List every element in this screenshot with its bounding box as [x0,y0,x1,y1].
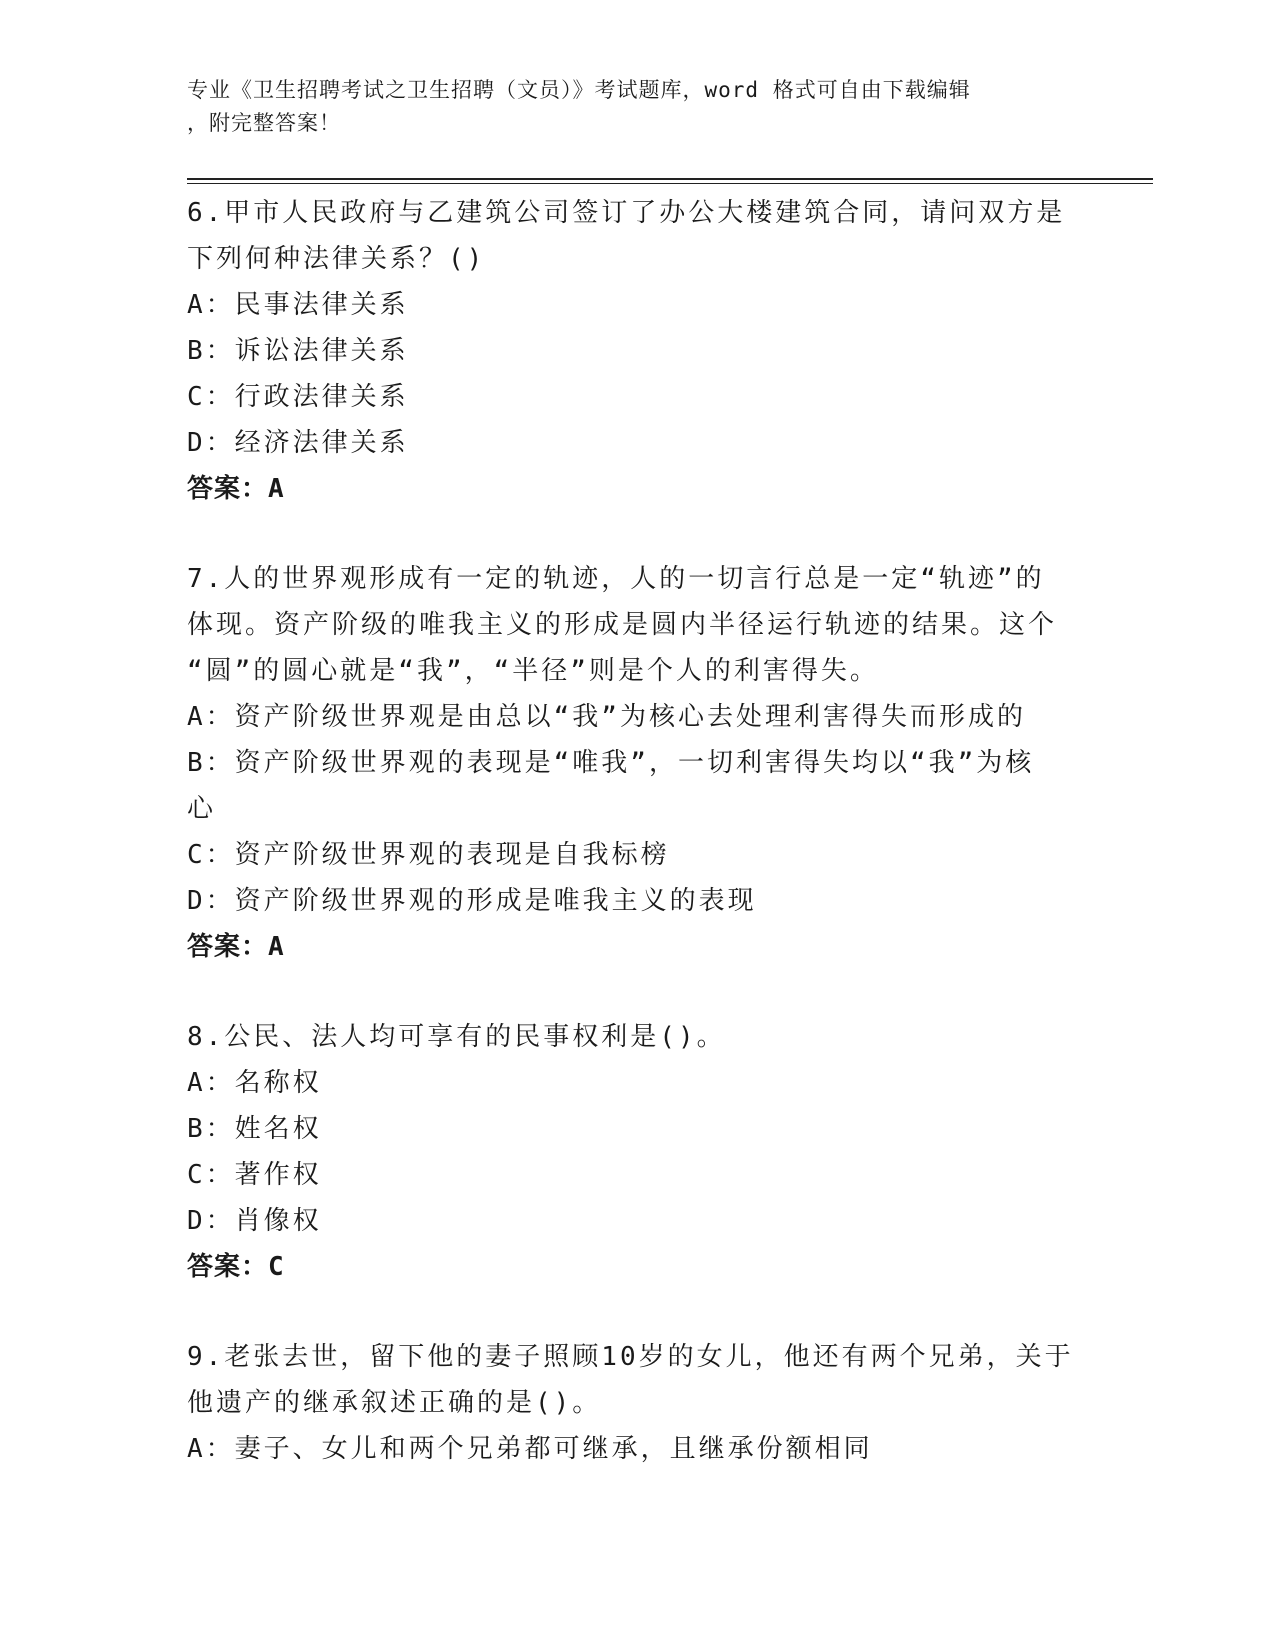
header-divider-thin [187,183,1153,184]
question-stem: 8.公民、法人均可享有的民事权利是()。 [187,1022,726,1052]
option-a: A：资产阶级世界观是由总以“我”为核心去处理利害得失而形成的 [187,702,1026,732]
question-stem: 9.老张去世，留下他的妻子照顾10岁的女儿，他还有两个兄弟，关于 [187,1342,1074,1372]
question-stem: “圆”的圆心就是“我”，“半径”则是个人的利害得失。 [187,656,879,686]
option-a: A：民事法律关系 [187,290,409,320]
header-line-2: ，附完整答案！ [187,111,341,135]
answer [187,466,1087,512]
answer-label: 答案： [187,474,269,504]
option-d: D：肖像权 [187,1206,322,1236]
option-b: B：诉讼法律关系 [187,336,409,366]
question-stem: 下列何种法律关系？() [187,244,486,274]
question-7 [187,556,1087,970]
answer-value: A [268,474,285,504]
question-stem: 6.甲市人民政府与乙建筑公司签订了办公大楼建筑合同，请问双方是 [187,198,1066,228]
answer [187,924,1087,970]
header-line-1: 专业《卫生招聘考试之卫生招聘（文员）》考试题库，word 格式可自由下载编辑 [187,78,971,102]
option-b: B：姓名权 [187,1114,322,1144]
question-8 [187,1014,1087,1290]
question-stem: 7.人的世界观形成有一定的轨迹，人的一切言行总是一定“轨迹”的 [187,564,1045,594]
option-d: D：资产阶级世界观的形成是唯我主义的表现 [187,886,757,916]
answer-label: 答案： [187,1252,269,1282]
option-c: C：著作权 [187,1160,322,1190]
option-a: A：名称权 [187,1068,322,1098]
question-list [187,190,1087,1472]
option-a: A：妻子、女儿和两个兄弟都可继承，且继承份额相同 [187,1434,873,1464]
answer-label: 答案： [187,932,269,962]
question-stem: 体现。资产阶级的唯我主义的形成是圆内半径运行轨迹的结果。这个 [187,610,1058,640]
option-c: C：资产阶级世界观的表现是自我标榜 [187,840,670,870]
question-6 [187,190,1087,512]
answer [187,1244,1087,1290]
option-b: B：资产阶级世界观的表现是“唯我”，一切利害得失均以“我”为核 [187,748,1035,778]
option-b-continued: 心 [187,794,217,824]
question-9 [187,1334,1087,1472]
answer-value: A [268,932,285,962]
answer-value: C [268,1252,285,1282]
header-divider [187,178,1153,180]
document-header [187,74,1087,140]
option-c: C：行政法律关系 [187,382,409,412]
question-stem: 他遗产的继承叙述正确的是()。 [187,1388,602,1418]
option-d: D：经济法律关系 [187,428,409,458]
